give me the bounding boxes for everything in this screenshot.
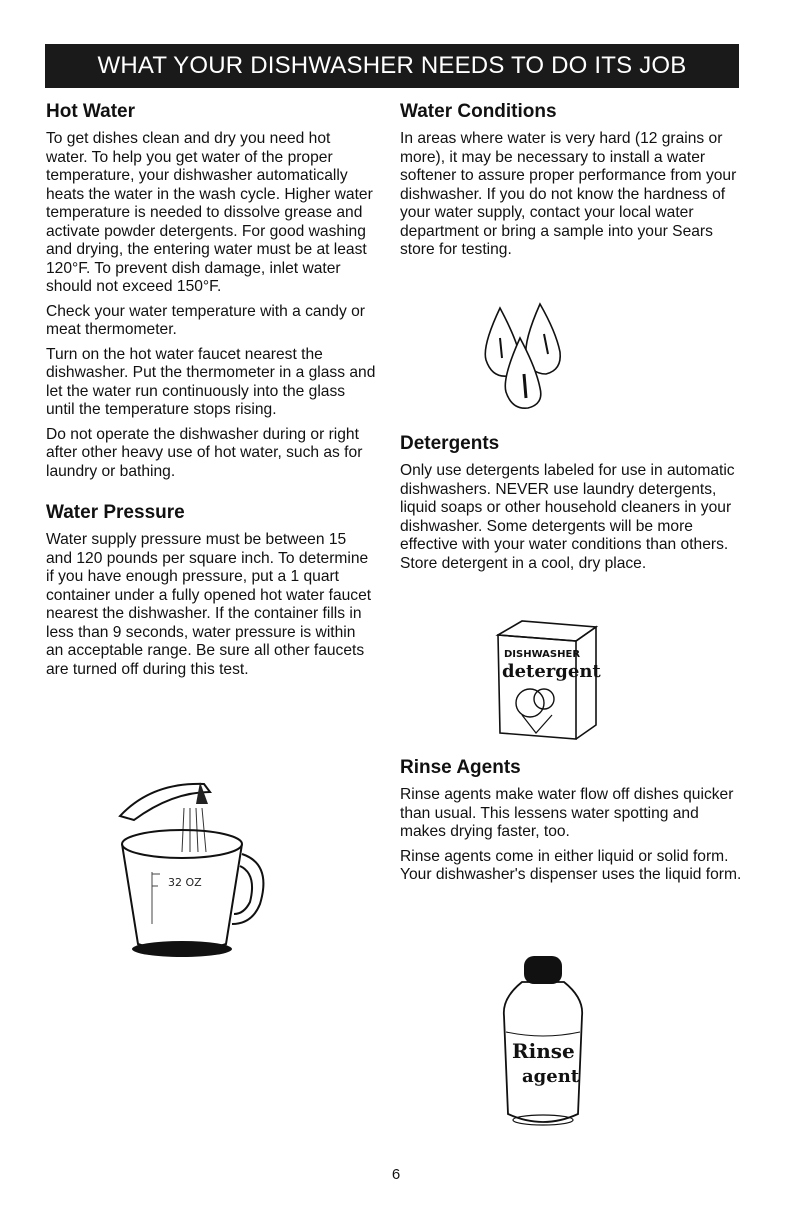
water-drops-illustration: [478, 298, 568, 418]
hot-water-paragraph-1: To get dishes clean and dry you need hot water. To help you get water of the proper temperature, your dishwasher automatically heats the water in the wash cycle. Higher water temperature is needed to dissolve grease and activate powder detergents. For good washing and drying, the entering water must be at least 120°F. To prevent dish damage, inlet water should not exceed 150°F.: [46, 130, 373, 295]
page-number: 6: [391, 1166, 401, 1183]
rinse-agents-paragraph-1: Rinse agents make water flow off dishes quicker than usual. This lessens water spotting and makes drying faster, too.: [400, 786, 734, 840]
detergents-paragraph-1: Only use detergents labeled for use in automatic dishwashers. NEVER use laundry detergents, liquid soaps or other household cleaners in your dishwasher. Some detergents will be more effective with your water conditions than others. Store detergent in a cool, dry place.: [400, 462, 735, 572]
water-pressure-paragraph-1: Water supply pressure must be between 15 and 120 pounds per square inch. To determine if you have enough pressure, put a 1 quart container under a fully opened hot water faucet nearest the dishwasher. If the container fills in less than 9 seconds, water pressure is within an acceptable range. Be sure all other faucets are turned off during this test.: [46, 531, 372, 678]
water-pressure-heading: Water Pressure: [46, 502, 185, 523]
hot-water-paragraph-2: Check your water temperature with a candy or meat thermometer.: [46, 302, 365, 338]
detergent-box-label-1: DISHWASHER: [504, 649, 581, 660]
hot-water-section: [46, 100, 376, 481]
rinse-agent-bottle-illustration: [498, 954, 588, 1134]
hot-water-heading: Hot Water: [46, 101, 136, 122]
rinse-agents-heading: Rinse Agents: [400, 757, 521, 778]
rinse-agents-paragraph-2: Rinse agents come in either liquid or solid form. Your dishwasher's dispenser uses the liquid form.: [400, 847, 742, 883]
hot-water-paragraph-4: Do not operate the dishwasher during or right after other heavy use of hot water, such as for laundry or bathing.: [46, 425, 363, 480]
water-conditions-paragraph-1: In areas where water is very hard (12 grains or more), it may be necessary to install a water softener to assure proper performance from your dishwasher. If you do not know the hardness of your water supply, contact your local water department or bring a sample into your Sears store for testing.: [400, 130, 737, 258]
page-banner-title: WHAT YOUR DISHWASHER NEEDS TO DO ITS JOB: [45, 44, 739, 88]
detergents-heading: Detergents: [400, 433, 500, 454]
water-conditions-section: [400, 100, 745, 266]
detergent-box-illustration: [492, 615, 602, 745]
detergents-section: [400, 432, 745, 579]
rinse-bottle-label-2: agent: [522, 1066, 580, 1087]
water-pressure-section: [46, 501, 376, 679]
rinse-agents-section: [400, 756, 745, 891]
left-column: [46, 100, 376, 685]
hot-water-paragraph-3: Turn on the hot water faucet nearest the dishwasher. Put the thermometer in a glass and let the water run continuously into the glass until the temperature stops rising.: [46, 345, 376, 418]
rinse-bottle-label-1: Rinse: [512, 1039, 575, 1063]
water-conditions-heading: Water Conditions: [400, 101, 557, 122]
cup-marking-label: 32 OZ: [168, 876, 202, 889]
detergent-box-label-2: detergent: [502, 661, 601, 682]
measuring-cup-faucet-illustration: [112, 774, 272, 974]
